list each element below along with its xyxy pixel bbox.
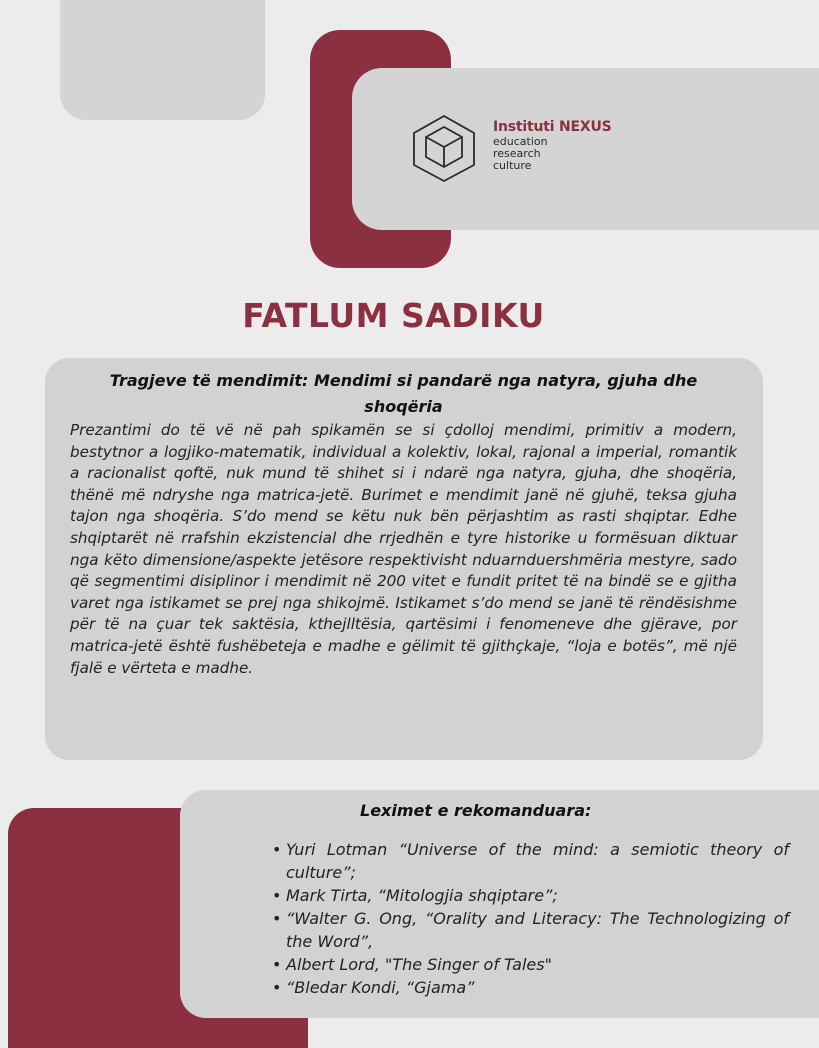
readings-heading: Leximet e rekomanduara: [360,801,592,820]
reading-item: • Yuri Lotman “Universe of the mind: a semiotic theory of culture”; [272,838,789,884]
abstract-card [45,358,763,760]
speaker-name: FATLUM SADIKU [242,296,545,335]
cube-in-hexagon-icon [410,113,478,183]
reading-item: • “Bledar Kondi, “Gjama” [272,976,789,999]
brand-tagline-research: research [493,147,541,160]
brand-name: Instituti NEXUS [493,119,612,135]
readings-list [268,838,789,999]
decorative-gray-block [60,0,265,120]
brand-tagline-education: education [493,135,548,148]
readings-card [180,790,819,1018]
reading-item: • Albert Lord, "The Singer of Tales" [272,953,789,976]
abstract-heading: Tragjeve të mendimit: Mendimi si pandarë nga natyra, gjuha dhe shoqëria [109,371,698,416]
abstract-body: Prezantimi do të vë në pah spikamën se si çdolloj mendimi, primitiv a modern, bestytnor a logjiko-matematik, individual a kolektiv, lokal, rajonal a imperial, romantik a racionalist qoftë, nuk mund të shihet si i ndarë nga natyra, gjuha, dhe shoqëria, thënë më ndryshe nga matrica-jetë. Burimet e mendimit janë në gjuhë, teksa gjuha tajon nga shoqëria. S’do mend se këtu nuk bën përjashtim as rasti shqiptar. Edhe shqiptarët në rrafshin ekzistencial dhe rrjedhën e tyre historike u formësuan diktuar nga këto dimensione/aspekte jetësore respektivisht nduarnduershmëria mestyre, sado që segmentimi disiplinor i mendimit në 200 vitet e fundit pritet të na bindë se e gjitha varet nga istikamet se prej nga shikojmë. Istikamet s’do mend se janë të rëndësishme për të na çuar tek saktësia, kthejlltësia, qartësimi i fenomeneve dhe gjërave, por matrica-jetë është fushëbeteja e madhe e gëlimit të gjithçkaje, “loja e botës”, më një fjalë e vërteta e madhe. [70,421,737,677]
brand-block [493,118,612,172]
reading-item: • “Walter G. Ong, “Orality and Literacy: The Technologizing of the Word”, [272,907,789,953]
reading-item: • Mark Tirta, “Mitologjia shqiptare”; [272,884,789,907]
brand-tagline-culture: culture [493,159,532,172]
